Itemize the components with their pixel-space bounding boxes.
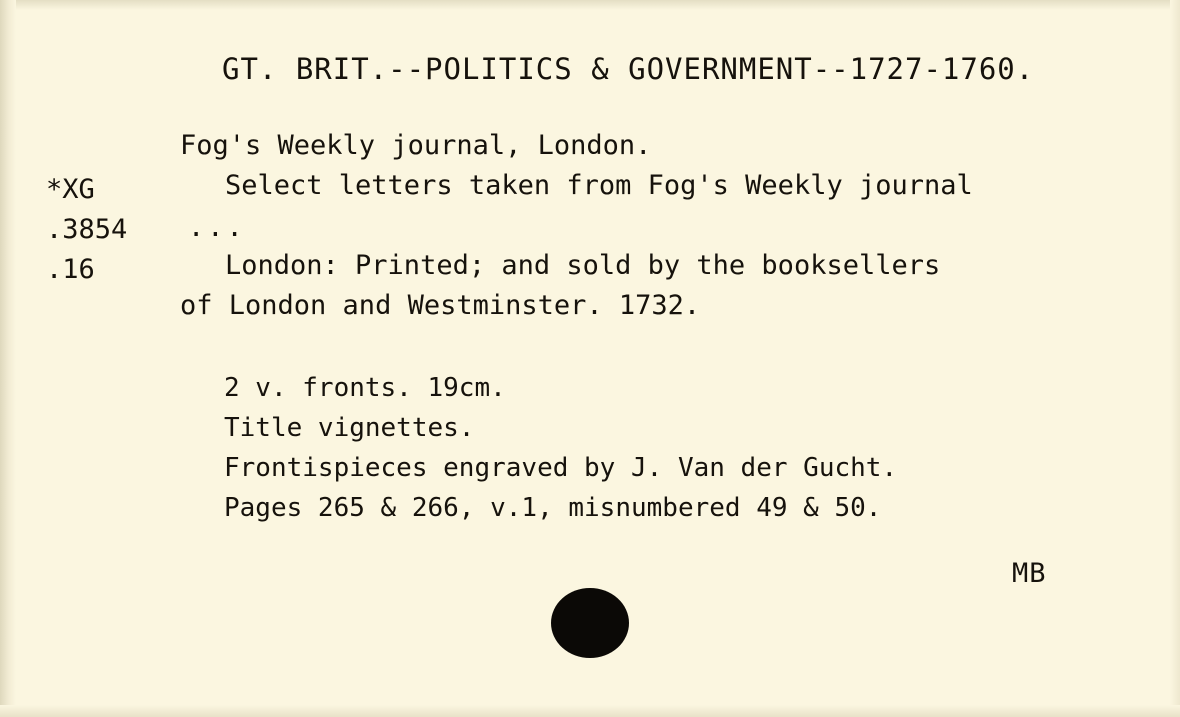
imprint-line-1: London: Printed; and sold by the booksellers — [225, 250, 941, 281]
title-line: Fog's Weekly journal, London. — [180, 130, 652, 161]
punch-hole-icon — [551, 588, 629, 658]
bibliographic-body — [180, 126, 973, 326]
subject-heading: GT. BRIT.--POLITICS & GOVERNMENT--1727-1760. — [222, 52, 1035, 86]
call-number-line-2: .3854 — [46, 214, 128, 245]
card-edge-right — [1170, 0, 1180, 717]
statement-of-responsibility: Select letters taken from Fog's Weekly journal — [225, 170, 973, 201]
card-edge-left — [0, 0, 16, 717]
note-frontispieces: Frontispieces engraved by J. Van der Gucht. — [224, 453, 898, 483]
call-number — [46, 170, 127, 290]
card-edge-bottom — [0, 705, 1180, 717]
note-pagination: Pages 265 & 266, v.1, misnumbered 49 & 50. — [224, 493, 882, 523]
spacer-line — [180, 206, 973, 246]
card-edge-top — [0, 0, 1180, 10]
note-collation: 2 v. fronts. 19cm. — [224, 373, 506, 403]
call-number-line-3: .16 — [46, 254, 95, 285]
call-number-line-1: *XG — [46, 174, 95, 205]
cataloger-initials: MB — [1012, 558, 1047, 589]
imprint-line-2: of London and Westminster. 1732. — [180, 290, 701, 321]
note-vignettes: Title vignettes. — [224, 413, 475, 443]
notes-area — [224, 368, 897, 528]
ellipsis-mark: ... — [188, 212, 246, 243]
